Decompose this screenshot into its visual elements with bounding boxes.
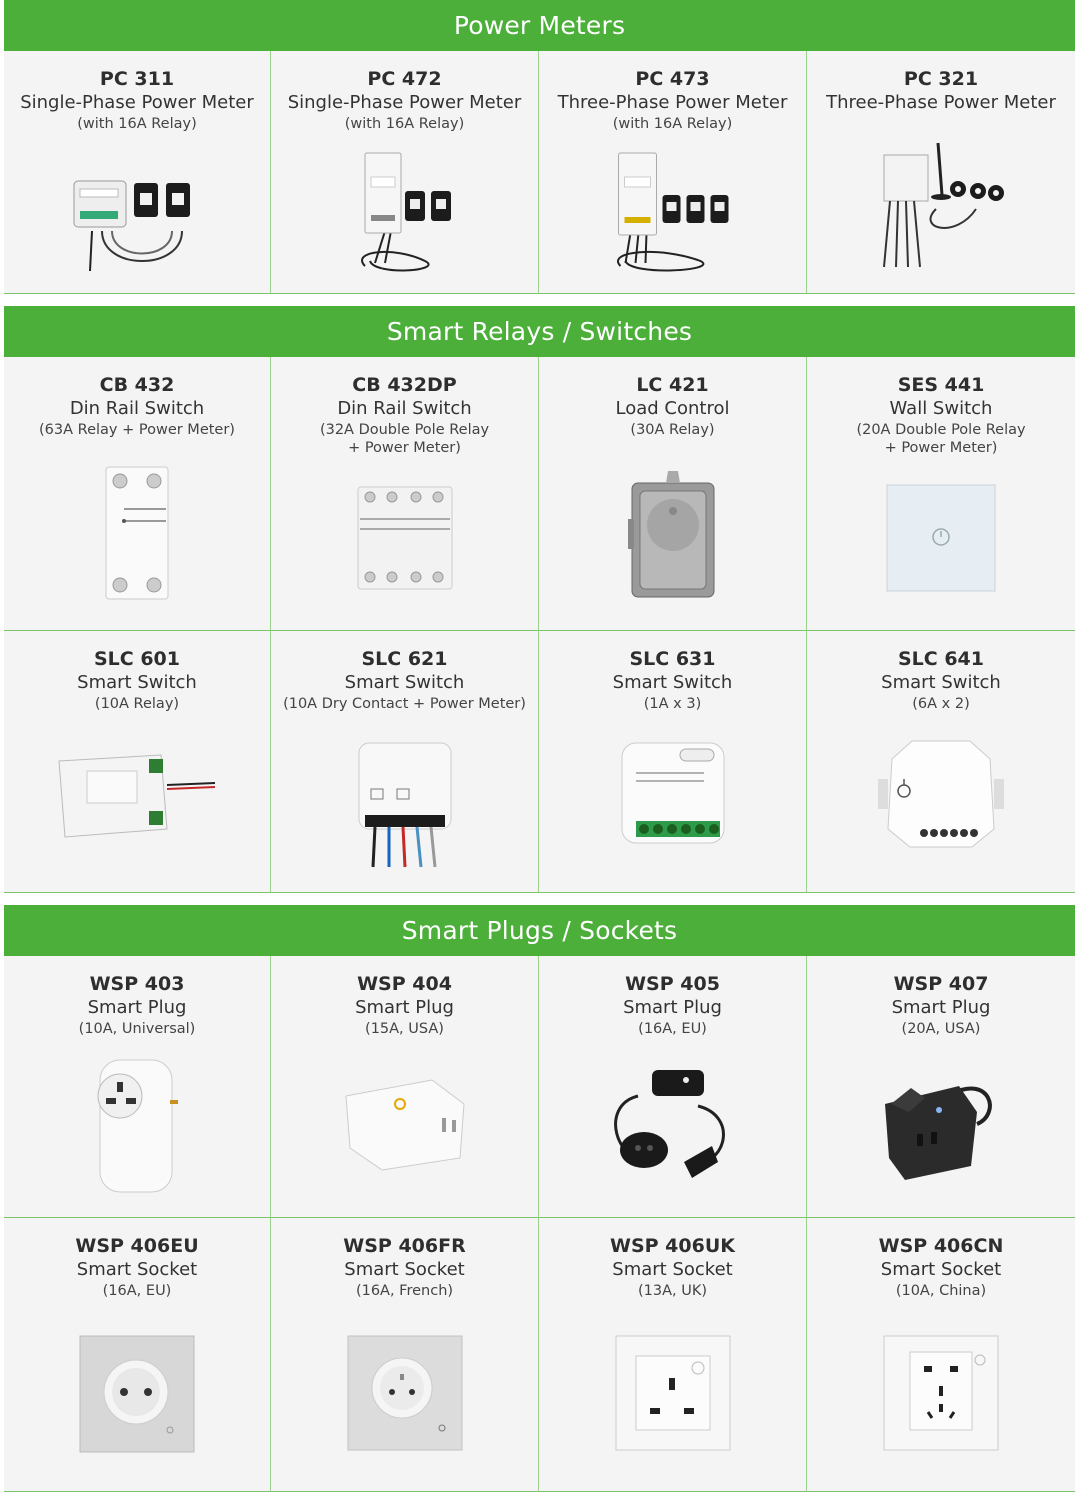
product-code: WSP 406EU bbox=[75, 1235, 199, 1257]
product-spec: (20A Double Pole Relay bbox=[856, 422, 1026, 438]
product-name: Smart Socket bbox=[612, 1259, 733, 1280]
product-spec: (63A Relay + Power Meter) bbox=[39, 422, 235, 438]
product-code: PC 321 bbox=[903, 68, 979, 90]
product-card[interactable] bbox=[539, 631, 807, 893]
product-card[interactable] bbox=[271, 51, 539, 294]
product-code: SLC 621 bbox=[361, 648, 448, 670]
load-control-box-icon bbox=[628, 469, 718, 601]
product-spec: + Power Meter) bbox=[884, 440, 998, 456]
product-card[interactable] bbox=[807, 631, 1075, 893]
product-name: Smart Switch bbox=[881, 672, 1001, 693]
product-name: Din Rail Switch bbox=[69, 398, 205, 419]
product-name: Smart Switch bbox=[344, 672, 465, 693]
smart-plug-outdoor-icon bbox=[881, 1074, 1001, 1184]
smart-switch-round-icon bbox=[876, 739, 1006, 849]
product-code: WSP 405 bbox=[625, 973, 720, 995]
product-card[interactable] bbox=[271, 631, 539, 893]
product-code: WSP 406UK bbox=[610, 1235, 735, 1257]
meter-antenna-3clamp-icon bbox=[876, 139, 1006, 274]
product-name: Single-Phase Power Meter bbox=[20, 92, 254, 113]
socket-cn-icon bbox=[882, 1334, 1000, 1452]
socket-uk-icon bbox=[614, 1334, 732, 1452]
section-title: Power Meters bbox=[4, 0, 1075, 51]
din-rail-switch-icon bbox=[104, 465, 170, 601]
power-meter-2clamp-icon bbox=[72, 161, 202, 276]
product-card[interactable] bbox=[271, 956, 539, 1218]
product-code: LC 421 bbox=[636, 374, 709, 396]
product-spec: (with 16A Relay) bbox=[344, 116, 465, 132]
product-code: SLC 631 bbox=[629, 648, 716, 670]
product-spec: (32A Double Pole Relay bbox=[319, 422, 490, 438]
product-card[interactable] bbox=[539, 1218, 807, 1492]
product-spec: (30A Relay) bbox=[630, 422, 715, 438]
din-meter-2clamp-icon bbox=[355, 151, 455, 276]
product-card[interactable] bbox=[539, 357, 807, 631]
product-spec: (1A x 3) bbox=[643, 696, 702, 712]
product-card[interactable] bbox=[539, 51, 807, 294]
socket-fr-icon bbox=[346, 1334, 464, 1452]
product-card[interactable] bbox=[807, 357, 1075, 631]
product-name: Smart Plug bbox=[623, 997, 722, 1018]
product-name: Smart Socket bbox=[76, 1259, 198, 1280]
product-code: PC 473 bbox=[635, 68, 710, 90]
product-code: CB 432 bbox=[99, 374, 175, 396]
product-code: WSP 407 bbox=[893, 973, 989, 995]
product-spec: (10A, Universal) bbox=[78, 1021, 196, 1037]
product-grid bbox=[4, 956, 1075, 1492]
product-name: Smart Switch bbox=[612, 672, 733, 693]
product-spec: (16A, EU) bbox=[638, 1021, 707, 1037]
product-name: Smart Plug bbox=[355, 997, 454, 1018]
smart-relay-terminal-icon bbox=[618, 739, 728, 847]
wall-switch-icon bbox=[885, 483, 997, 593]
product-spec: (with 16A Relay) bbox=[77, 116, 197, 132]
product-code: PC 472 bbox=[367, 68, 442, 90]
product-code: CB 432DP bbox=[352, 374, 457, 396]
section-title: Smart Plugs / Sockets bbox=[4, 905, 1075, 956]
product-code: WSP 403 bbox=[89, 973, 185, 995]
product-grid bbox=[4, 51, 1075, 294]
product-card[interactable] bbox=[4, 51, 271, 294]
product-name: Wall Switch bbox=[889, 398, 993, 419]
product-card[interactable] bbox=[807, 51, 1075, 294]
smart-switch-wired-icon bbox=[355, 739, 455, 869]
product-card[interactable] bbox=[4, 956, 271, 1218]
product-spec: (10A, China) bbox=[895, 1283, 987, 1299]
product-spec: (15A, USA) bbox=[365, 1021, 444, 1037]
din-meter-3clamp-icon bbox=[610, 151, 735, 276]
product-name: Smart Plug bbox=[891, 997, 991, 1018]
product-card[interactable] bbox=[271, 357, 539, 631]
product-card[interactable] bbox=[807, 956, 1075, 1218]
section-smart-plugs bbox=[4, 905, 1075, 1492]
product-name: Smart Plug bbox=[87, 997, 187, 1018]
product-code: SLC 641 bbox=[897, 648, 984, 670]
product-name: Smart Socket bbox=[880, 1259, 1002, 1280]
product-card[interactable] bbox=[539, 956, 807, 1218]
socket-eu-icon bbox=[78, 1334, 196, 1454]
product-spec: + Power Meter) bbox=[348, 440, 461, 456]
product-name: Din Rail Switch bbox=[337, 398, 472, 419]
product-code: SLC 601 bbox=[93, 648, 180, 670]
product-grid bbox=[4, 357, 1075, 893]
product-spec: (16A, French) bbox=[355, 1283, 454, 1299]
smart-plug-cable-icon bbox=[608, 1066, 738, 1186]
product-card[interactable] bbox=[4, 631, 271, 893]
product-spec: (20A, USA) bbox=[901, 1021, 981, 1037]
product-spec: (6A x 2) bbox=[912, 696, 970, 712]
product-spec: (10A Dry Contact + Power Meter) bbox=[283, 696, 526, 712]
din-rail-double-icon bbox=[356, 485, 454, 591]
product-code: SES 441 bbox=[897, 374, 985, 396]
product-name: Single-Phase Power Meter bbox=[287, 92, 522, 113]
product-code: WSP 404 bbox=[357, 973, 452, 995]
product-name: Smart Switch bbox=[77, 672, 197, 693]
smart-switch-box-icon bbox=[57, 749, 217, 841]
product-code: PC 311 bbox=[99, 68, 175, 90]
product-name: Three-Phase Power Meter bbox=[557, 92, 788, 113]
product-name: Smart Socket bbox=[344, 1259, 465, 1280]
product-card[interactable] bbox=[807, 1218, 1075, 1492]
section-smart-relays bbox=[4, 306, 1075, 893]
product-code: WSP 406FR bbox=[343, 1235, 466, 1257]
product-name: Three-Phase Power Meter bbox=[826, 92, 1056, 113]
product-code: WSP 406CN bbox=[878, 1235, 1004, 1257]
product-card[interactable] bbox=[271, 1218, 539, 1492]
product-name: Load Control bbox=[615, 398, 730, 419]
section-title: Smart Relays / Switches bbox=[4, 306, 1075, 357]
product-spec: (with 16A Relay) bbox=[612, 116, 733, 132]
product-spec: (16A, EU) bbox=[102, 1283, 172, 1299]
product-card[interactable] bbox=[4, 357, 271, 631]
product-card[interactable] bbox=[4, 1218, 271, 1492]
smart-plug-usa-icon bbox=[342, 1076, 468, 1172]
product-spec: (10A Relay) bbox=[94, 696, 180, 712]
section-power-meters bbox=[4, 0, 1075, 294]
product-spec: (13A, UK) bbox=[637, 1283, 708, 1299]
smart-plug-uk-icon bbox=[92, 1056, 182, 1196]
